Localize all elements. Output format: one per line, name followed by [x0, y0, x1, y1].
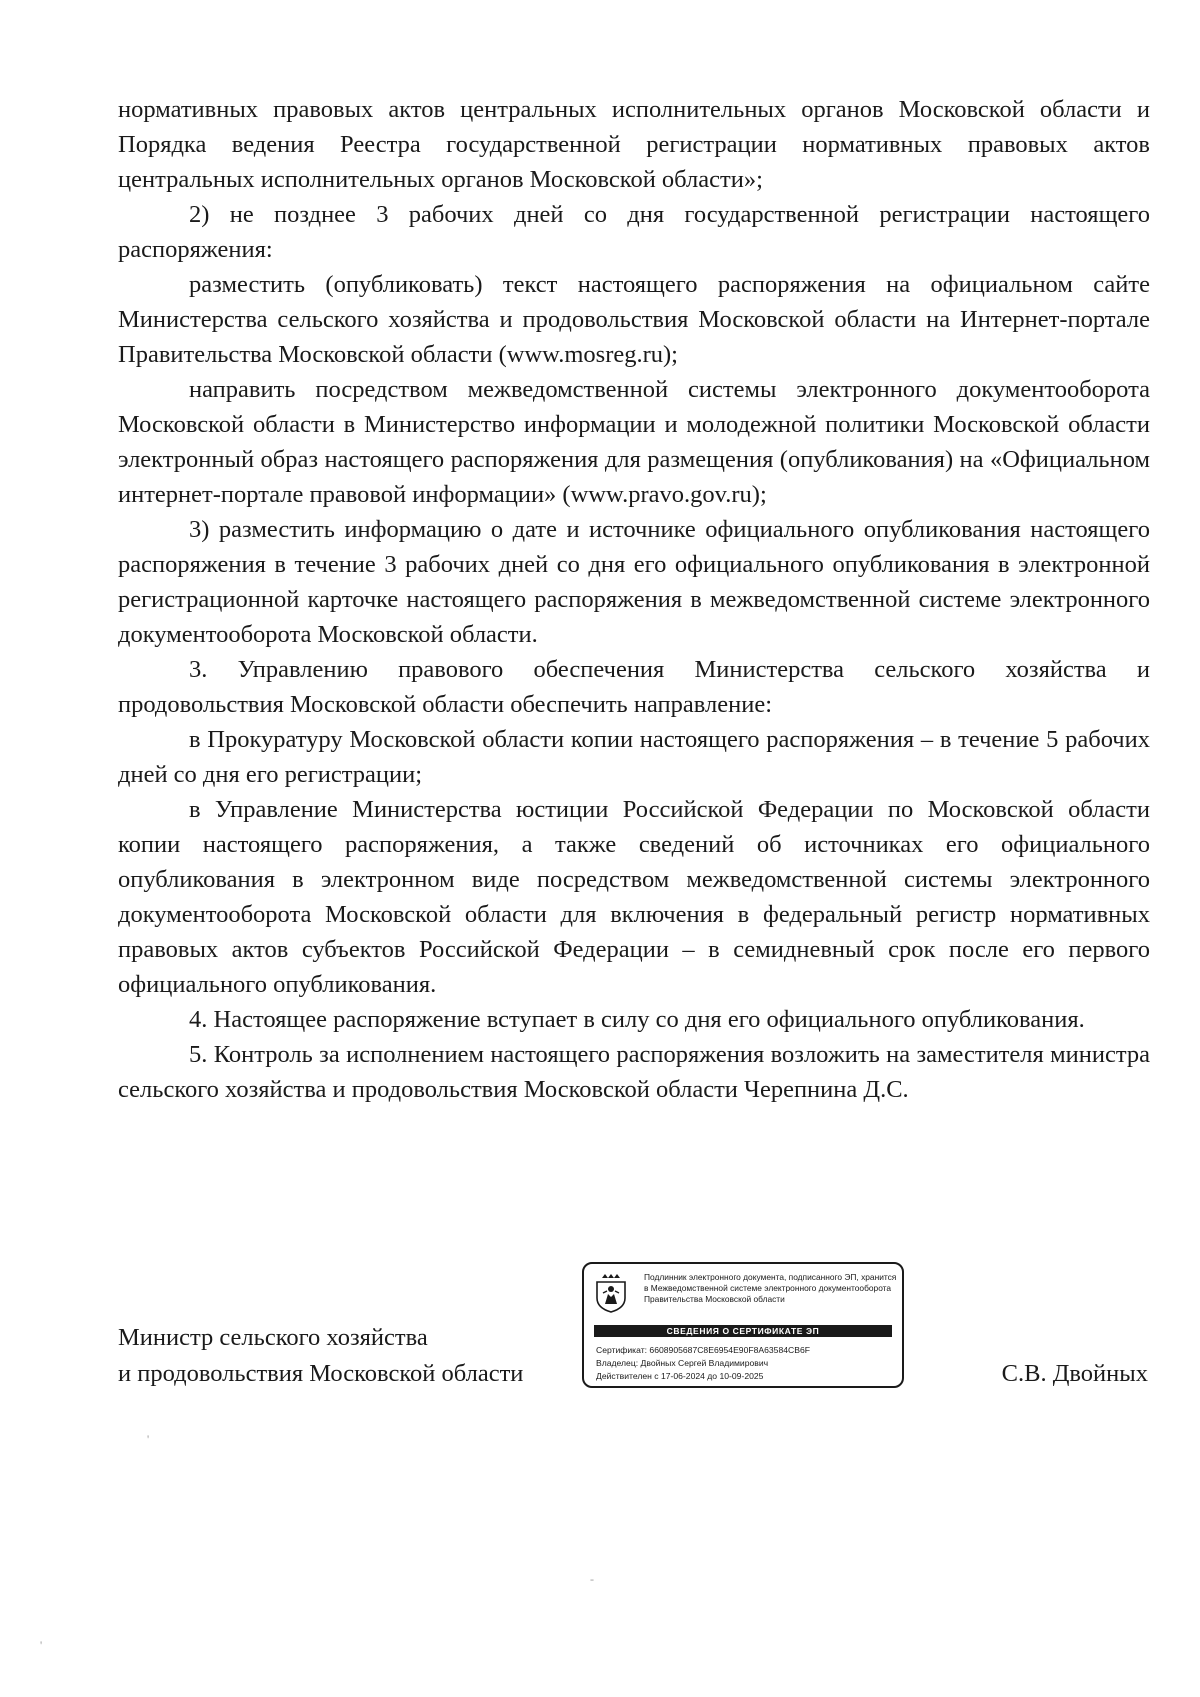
paragraph-justice-ministry: в Управление Министерства юстиции Российской Федерации по Московской области копии настоящего распоряжения, а также сведений об источниках его официального опубликования в электронном виде посредством межведомственной системы электронного документооборота Московской области для включения в федеральный регистр нормативных правовых актов субъектов Российской Федерации – в семидневный срок после его первого официального опубликования.	[118, 796, 1150, 998]
signatory-title-line2: и продовольствия Московской области	[118, 1360, 524, 1387]
scan-speck: '	[40, 1638, 43, 1652]
stamp-owner: Владелец: Двойных Сергей Владимирович	[596, 1358, 769, 1368]
paragraph-section-5: 5. Контроль за исполнением настоящего распоряжения возложить на заместителя министра сельского хозяйства и продовольствия Московской области Черепнина Д.С.	[118, 1041, 1150, 1103]
stamp-header: СВЕДЕНИЯ О СЕРТИФИКАТЕ ЭП	[594, 1325, 892, 1337]
signatory-title	[118, 1320, 523, 1392]
moscow-oblast-coat-of-arms-icon	[594, 1273, 628, 1313]
stamp-validity: Действителен с 17-06-2024 до 10-09-2025	[596, 1371, 764, 1381]
paragraph-item-3-info: 3) разместить информацию о дате и источнике официального опубликования настоящего распоряжения в течение 3 рабочих дней со дня его официального опубликования в электронной регистрационной карточке настоящего распоряжения в межведомственной системе электронного документооборота Московской области.	[118, 516, 1150, 648]
document-body	[118, 92, 1150, 1107]
signatory-name: С.В. Двойных	[1001, 1360, 1148, 1387]
signatory-title-line1: Министр сельского хозяйства	[118, 1324, 428, 1351]
electronic-signature-stamp	[582, 1262, 904, 1388]
stamp-certificate: Сертификат: 6608905687C8E6954E90F8A63584CB6F	[596, 1345, 810, 1355]
stamp-details	[596, 1344, 896, 1383]
paragraph-send-pravo: направить посредством межведомственной системы электронного документооборота Московской области в Министерство информации и молодежной политики Московской области электронный образ настоящего распоряжения для размещения (опубликования) на «Официальном интернет-портале правовой информации» (www.pravo.gov.ru);	[118, 376, 1150, 508]
scan-speck: '	[147, 1432, 150, 1446]
paragraph-section-4: 4. Настоящее распоряжение вступает в силу со дня его официального опубликования.	[189, 1006, 1085, 1033]
paragraph-prosecutor: в Прокуратуру Московской области копии настоящего распоряжения – в течение 5 рабочих дней со дня его регистрации;	[118, 726, 1150, 788]
paragraph-continuation: нормативных правовых актов центральных исполнительных органов Московской области и Порядка ведения Реестра государственной регистрации нормативных правовых актов центральных исполнительных органов Московской области»;	[118, 96, 1150, 193]
paragraph-section-3: 3. Управлению правового обеспечения Министерства сельского хозяйства и продовольствия Московской области обеспечить направление:	[118, 656, 1150, 718]
paragraph-item-2: 2) не позднее 3 рабочих дней со дня государственной регистрации настоящего распоряжения:	[118, 201, 1150, 263]
stamp-note: Подлинник электронного документа, подписанного ЭП, хранится в Межведомственной системе электронного документооборота Правительства Московской области	[644, 1272, 897, 1304]
scan-speck: -	[590, 1572, 594, 1586]
paragraph-publish-mosreg: разместить (опубликовать) текст настоящего распоряжения на официальном сайте Министерства сельского хозяйства и продовольствия Московской области на Интернет-портале Правительства Московской области (www.mosreg.ru);	[118, 271, 1150, 368]
